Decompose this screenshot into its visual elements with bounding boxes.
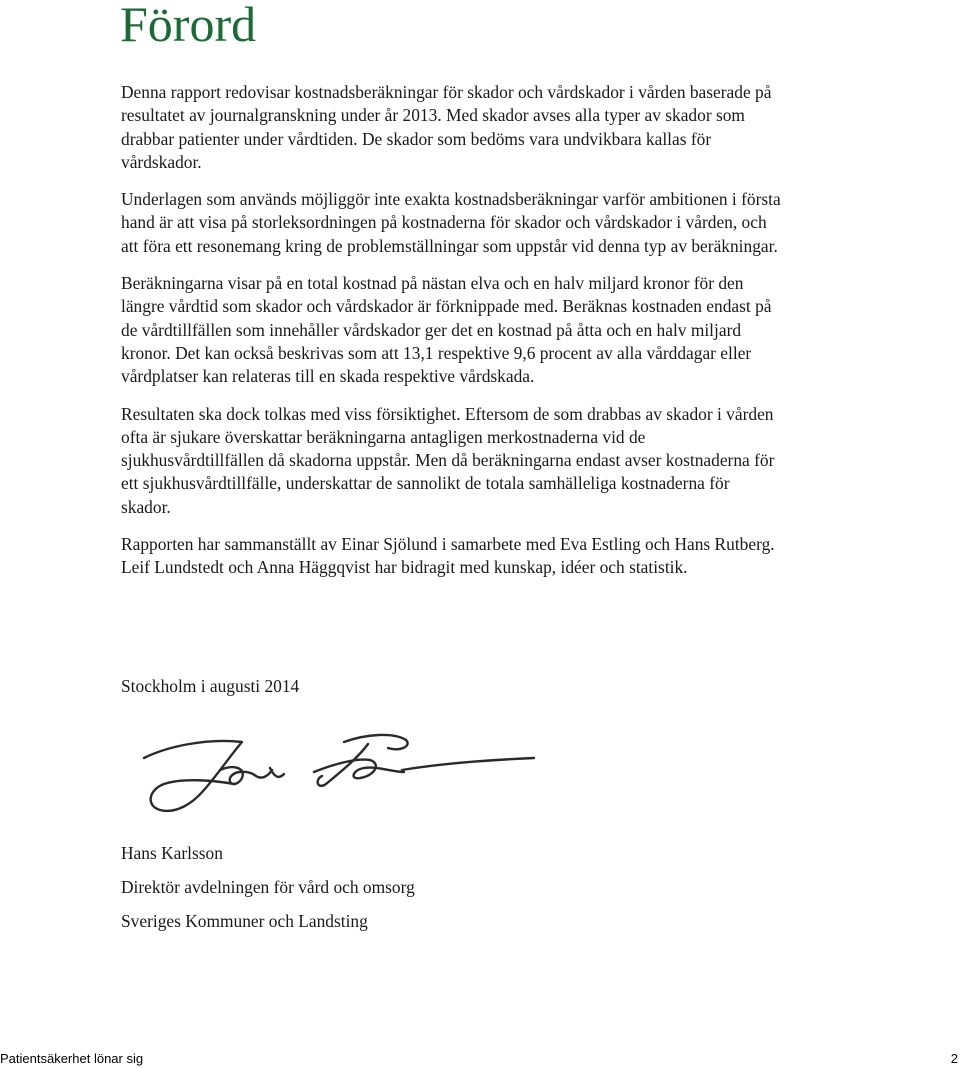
page-footer xyxy=(0,1050,960,1068)
footer-page-number: 2 xyxy=(950,1051,958,1066)
signer-title: Direktör avdelningen för vård och omsorg xyxy=(121,877,415,897)
paragraph-intro: Denna rapport redovisar kostnadsberäkningar för skador och vårdskador i vården baserade på resultatet av journalgranskning under år 2013. Med skador avses alla typer av skador som drabbar patienter under vårdtiden. De skador som bedöms vara undvikbara kallas för vårdskador. xyxy=(121,82,772,172)
page-title: Förord xyxy=(120,0,257,52)
place-date: Stockholm i augusti 2014 xyxy=(121,676,300,696)
handwritten-signature xyxy=(138,718,538,823)
foreword-body xyxy=(121,81,781,594)
paragraph-underlag: Underlagen som används möjliggör inte exakta kostnadsberäkningar varför ambitionen i första hand är att visa på storleksordningen på kostnaderna för skador och vårdskador i vården, och att föra ett resonemang kring de problemställningar som uppstår vid denna typ av beräkningar. xyxy=(121,189,781,256)
signer-organization: Sveriges Kommuner och Landsting xyxy=(121,911,368,931)
paragraph-rapport: Rapporten har sammanställt av Einar Sjölund i samarbete med Eva Estling och Hans Rutberg. Leif Lundstedt och Anna Häggqvist har bidragit med kunskap, idéer och statistik. xyxy=(121,534,775,578)
footer-document-title: Patientsäkerhet lönar sig xyxy=(0,1051,144,1066)
paragraph-resultat: Resultaten ska dock tolkas med viss försiktighet. Eftersom de som drabbas av skador i vården ofta är sjukare överskattar beräkningarna antagligen merkostnaderna vid de sjukhusvårdtillfällen då skadorna uppstår. Men då beräkningarna endast avser kostnaderna för ett sjukhusvårdtillfälle, underskattar de sannolikt de totala samhälleliga kostnaderna för skador. xyxy=(121,403,775,517)
paragraph-berakningar: Beräkningarna visar på en total kostnad på nästan elva och en halv miljard kronor för den längre vårdtid som skador och vårdskador är förknippade med. Beräknas kostnaden endast på de vårdtillfällen som innehåller vårdskador ger det en kostnad på åtta och en halv miljard kronor. Det kan också beskrivas som att 13,1 respektive 9,6 procent av alla vårddagar eller vårdplatser kan relateras till en skada respektive vårdskada. xyxy=(121,273,772,387)
signer-name: Hans Karlsson xyxy=(121,843,223,863)
